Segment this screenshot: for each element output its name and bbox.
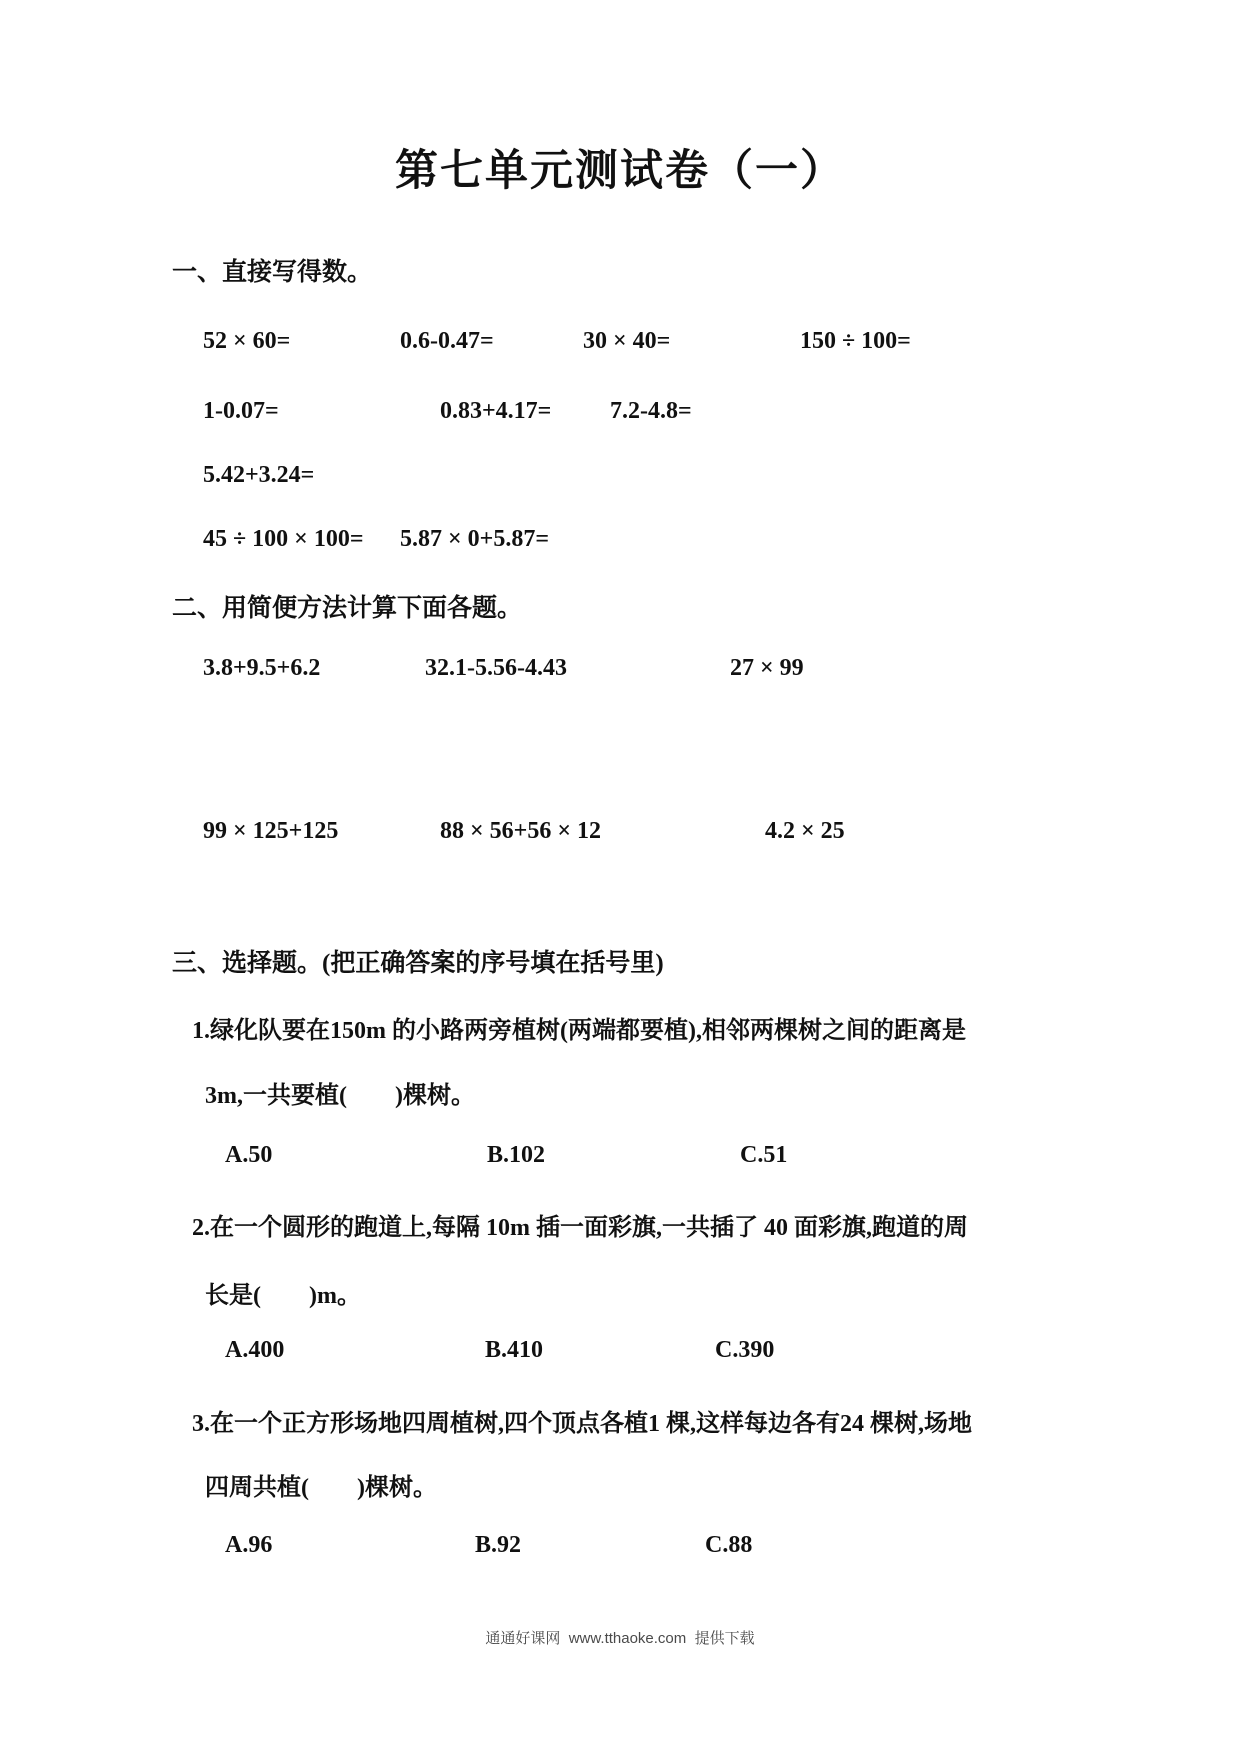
problem-expression: 88 × 56+56 × 12 — [440, 818, 602, 844]
problem-expression: 5.42+3.24= — [203, 462, 315, 488]
section-three-heading: 三、选择题。(把正确答案的序号填在括号里) — [172, 950, 664, 977]
problem-expression: 27 × 99 — [730, 655, 804, 681]
option-a: A.50 — [225, 1142, 273, 1168]
option-b: B.92 — [475, 1532, 522, 1558]
option-c: C.88 — [705, 1532, 753, 1558]
problem-expression: 3.8+9.5+6.2 — [203, 655, 321, 681]
problem-expression: 0.83+4.17= — [440, 398, 552, 424]
option-b: B.410 — [485, 1337, 544, 1363]
problem-expression: 7.2-4.8= — [610, 398, 692, 424]
problem-expression: 5.87 × 0+5.87= — [400, 526, 550, 552]
problem-expression: 99 × 125+125 — [203, 818, 339, 844]
question-3-line-1: 3.在一个正方形场地四周植树,四个顶点各植1 棵,这样每边各有24 棵树,场地 — [192, 1411, 972, 1437]
section-one-heading: 一、直接写得数。 — [172, 259, 373, 286]
question-2-line-2: 长是( )m。 — [205, 1283, 361, 1309]
problem-expression: 0.6-0.47= — [400, 328, 494, 354]
problem-expression: 150 ÷ 100= — [800, 328, 911, 354]
option-c: C.390 — [715, 1337, 775, 1363]
problem-expression: 45 ÷ 100 × 100= — [203, 526, 364, 552]
question-1-line-2: 3m,一共要植( )棵树。 — [205, 1083, 475, 1109]
question-1-line-1: 1.绿化队要在150m 的小路两旁植树(两端都要植),相邻两棵树之间的距离是 — [192, 1018, 966, 1044]
option-b: B.102 — [487, 1142, 546, 1168]
problem-expression: 4.2 × 25 — [765, 818, 845, 844]
question-2-line-1: 2.在一个圆形的跑道上,每隔 10m 插一面彩旗,一共插了 40 面彩旗,跑道的周 — [192, 1215, 968, 1241]
page-title: 第七单元测试卷（一） — [395, 148, 845, 195]
problem-expression: 30 × 40= — [583, 328, 671, 354]
question-3-line-2: 四周共植( )棵树。 — [205, 1475, 437, 1501]
problem-expression: 1-0.07= — [203, 398, 279, 424]
option-a: A.400 — [225, 1337, 285, 1363]
problem-expression: 32.1-5.56-4.43 — [425, 655, 567, 681]
option-c: C.51 — [740, 1142, 788, 1168]
section-two-heading: 二、用简便方法计算下面各题。 — [172, 595, 523, 622]
option-a: A.96 — [225, 1532, 273, 1558]
footer-watermark: 通通好课网 www.tthaoke.com 提供下载 — [485, 1630, 755, 1647]
problem-expression: 52 × 60= — [203, 328, 291, 354]
